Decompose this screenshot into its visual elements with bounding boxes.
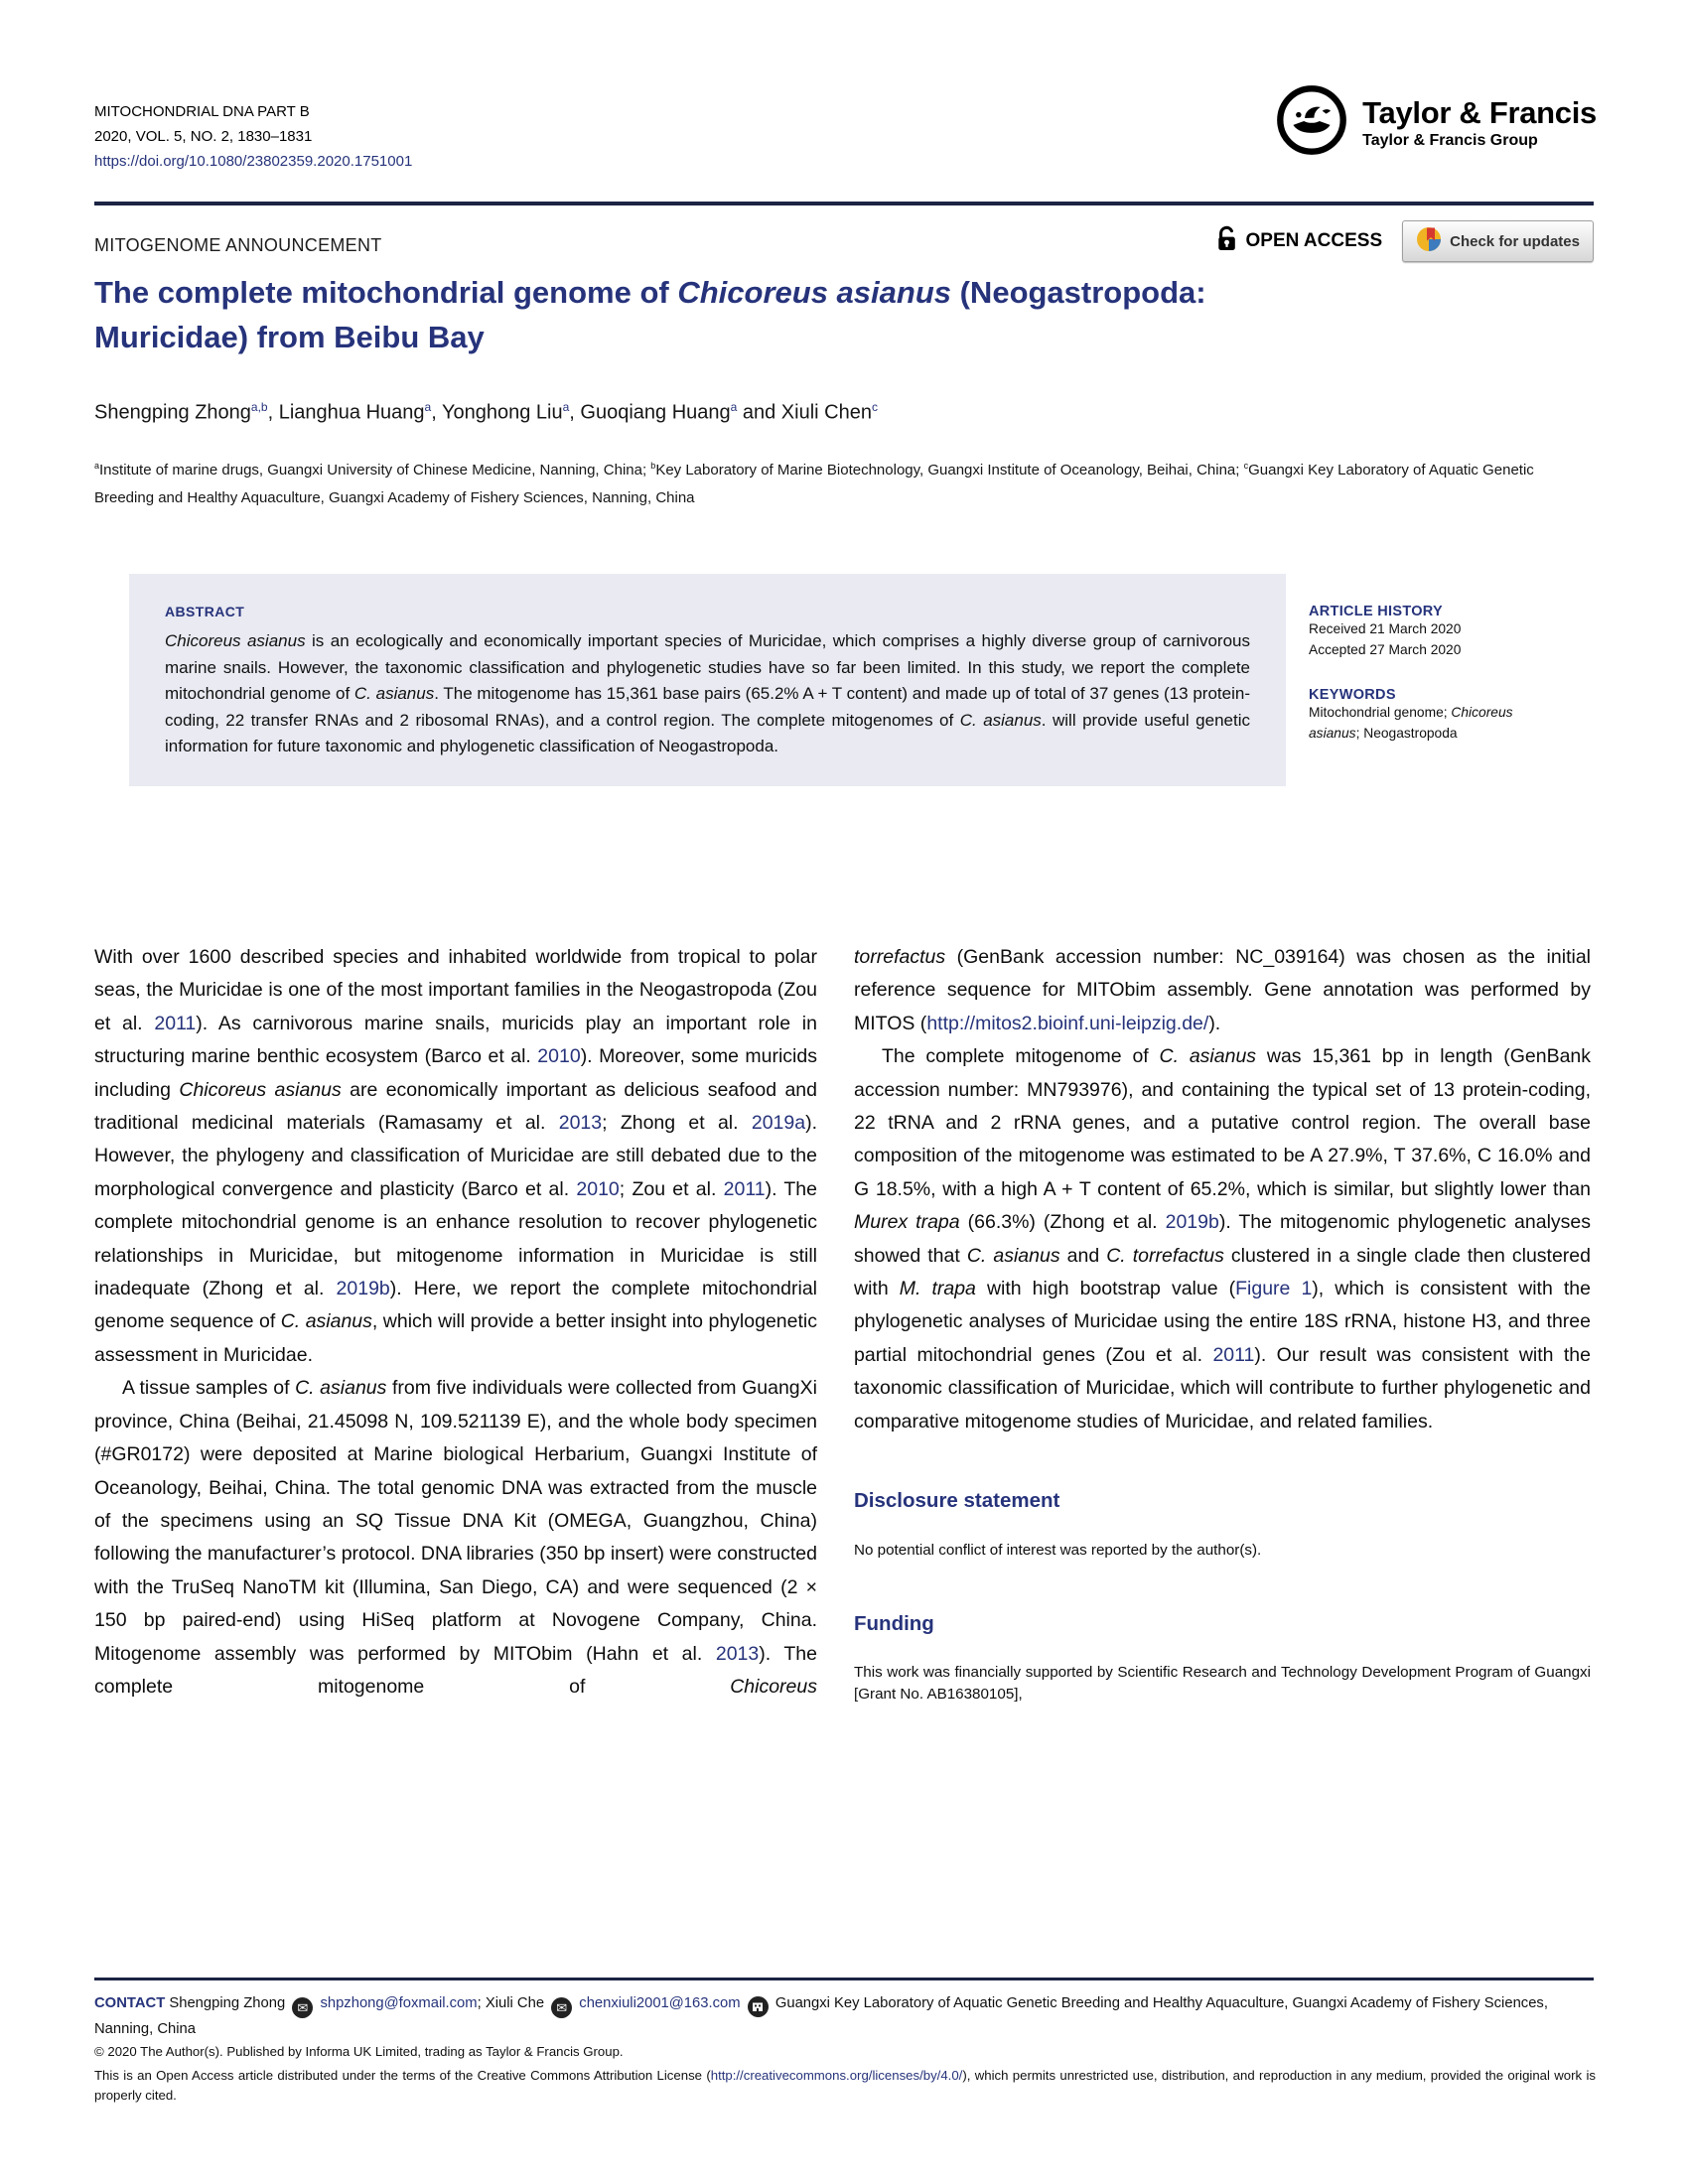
body-column-left bbox=[94, 941, 817, 1704]
text-segment: torrefactus bbox=[854, 946, 946, 968]
keywords-label: KEYWORDS bbox=[1309, 687, 1396, 703]
journal-name: MITOCHONDRIAL DNA PART B bbox=[94, 103, 310, 120]
authors-line bbox=[94, 400, 878, 425]
text-segment: c bbox=[1243, 461, 1249, 471]
contact-note bbox=[94, 1992, 1596, 2041]
text-segment: C. asianus bbox=[966, 1244, 1060, 1267]
header-divider bbox=[94, 202, 1594, 205]
taylor-francis-logo bbox=[1273, 81, 1597, 164]
text-segment: ). Here, we report the complete mitochondrial genome sequence of bbox=[94, 1278, 817, 1333]
text-segment: ). bbox=[1208, 1012, 1221, 1034]
inline-link[interactable]: 2019b bbox=[1165, 1211, 1219, 1234]
text-segment: C. asianus bbox=[1159, 1045, 1257, 1068]
journal-meta bbox=[94, 99, 412, 174]
inline-link[interactable]: 2010 bbox=[537, 1045, 581, 1068]
text-segment: ). The complete mitogenome of bbox=[94, 1642, 817, 1698]
text-segment: Guangxi Key Laboratory of Aquatic Genetic Breeding and Healthy Aquaculture, Guangxi Academy of Fishery Sciences, Nanning, China bbox=[94, 462, 1534, 506]
article-title bbox=[94, 270, 1256, 359]
text-segment: Mitochondrial genome; bbox=[1309, 705, 1452, 720]
affiliations bbox=[94, 452, 1584, 512]
text-segment: a bbox=[730, 400, 738, 414]
text-segment: ). The complete mitochondrial genome is an enhance resolution to recover phylogenetic relationships in Muricidae, but mitogenome information in Muricidae is still inadequate (Zhong et al. bbox=[94, 1177, 817, 1300]
text-segment: ). However, the phylogeny and classification of Muricidae are still debated due to the morphological convergence and plasticity (Barco et al. bbox=[94, 1112, 817, 1200]
text-segment: C. asianus bbox=[295, 1377, 387, 1400]
received-date: Received 21 March 2020 bbox=[1309, 621, 1462, 636]
inline-link[interactable]: 2013 bbox=[558, 1112, 603, 1135]
disclosure-heading: Disclosure statement bbox=[854, 1489, 1060, 1513]
text-segment: The complete mitochondrial genome of bbox=[94, 275, 678, 310]
inline-link[interactable]: 2019b bbox=[336, 1278, 390, 1300]
publisher-wordmark bbox=[1362, 95, 1597, 150]
article-history-panel bbox=[1309, 604, 1599, 744]
contact-address: Guangxi Key Laboratory of Aquatic Genetic Breeding and Healthy Aquaculture, Guangxi Academy of Fishery Sciences, Nanning, China bbox=[94, 1995, 1548, 2037]
contact-label: CONTACT bbox=[94, 1995, 166, 2011]
publisher-name: Taylor & Francis bbox=[1362, 95, 1597, 130]
paragraph-2 bbox=[94, 1372, 817, 1704]
copyright-line: © 2020 The Author(s). Published by Informa UK Limited, trading as Taylor & Francis Group. bbox=[94, 2044, 624, 2059]
text-segment: c bbox=[871, 400, 878, 414]
inline-link[interactable]: Figure 1 bbox=[1235, 1278, 1313, 1300]
text-segment: (GenBank accession number: NC_039164) was chosen as the initial reference sequence for MITObim assembly. Gene annotation was performed by MITOS ( bbox=[854, 946, 1591, 1034]
text-segment: Shengping Zhong bbox=[94, 401, 251, 424]
inline-link[interactable]: 2011 bbox=[154, 1012, 197, 1034]
paragraph-4 bbox=[854, 1040, 1591, 1438]
open-lock-icon bbox=[1216, 224, 1238, 259]
text-segment: a bbox=[94, 461, 100, 471]
text-segment: Chicoreus asianus bbox=[677, 275, 951, 310]
doi-link[interactable]: https://doi.org/10.1080/23802359.2020.1751001 bbox=[94, 153, 413, 170]
text-segment: clustered in a single clade then clustered with bbox=[854, 1244, 1591, 1300]
text-segment: Chicoreus asianus bbox=[165, 631, 306, 650]
text-segment: M. trapa bbox=[899, 1278, 976, 1300]
text-segment: Key Laboratory of Marine Biotechnology, Guangxi Institute of Oceanology, Beihai, China; bbox=[655, 462, 1244, 478]
text-segment: and Xiuli Chen bbox=[737, 401, 872, 424]
abstract-label: ABSTRACT bbox=[165, 604, 245, 619]
text-segment: was 15,361 bp in length (GenBank accession number: MN793976), and containing the typical set of 13 protein-coding, 22 tRNA and 2 rRNA genes, and a putative control region. The overall base composition of the mitogenome was estimated to be A 27.9%, T 37.6%, C 16.0% and G 18.5%, with a high A + T content of 65.2%, which is similar, but slightly lower than bbox=[854, 1045, 1592, 1200]
article-type-label: MITOGENOME ANNOUNCEMENT bbox=[94, 234, 382, 255]
inline-link[interactable]: http://mitos2.bioinf.uni-leipzig.de/ bbox=[926, 1012, 1209, 1034]
text-segment: a,b bbox=[250, 400, 268, 414]
text-segment: This is an Open Access article distributed under the terms of the Creative Commons Attribution License ( bbox=[94, 2068, 711, 2083]
inline-link[interactable]: http://creativecommons.org/licenses/by/4.0/ bbox=[710, 2068, 963, 2083]
text-segment: a bbox=[424, 400, 432, 414]
funding-text: This work was financially supported by Scientific Research and Technology Development Program of Guangxi [Grant No. AB16380105], bbox=[854, 1663, 1591, 1703]
text-segment: A tissue samples of bbox=[122, 1377, 296, 1400]
text-segment: from five individuals were collected from GuangXi province, China (Beihai, 21.45098 N, 109.521139 E), and the whole body specimen (#GR0172) were deposited at Marine biological Herbarium, Guangxi Institute of Oceanology, Beihai, China. The total genomic DNA was extracted from the muscle of the specimens using an SQ Tissue DNA Kit (OMEGA, Guangzhou, China) following the manufacturer’s protocol. DNA libraries (350 bp insert) were constructed with the TruSeq NanoTM kit (Illumina, San Diego, CA) and were sequenced (2 × 150 bp paired-end) using HiSeq platform at Novogene Company, China. Mitogenome assembly was performed by MITObim (Hahn et al. bbox=[94, 1377, 817, 1665]
check-for-updates-button[interactable] bbox=[1402, 220, 1594, 262]
contact-email-1[interactable]: shpzhong@foxmail.com bbox=[320, 1995, 478, 2011]
tf-ship-icon bbox=[1273, 81, 1350, 164]
text-segment: , Yonghong Liu bbox=[431, 401, 563, 424]
body-column-right bbox=[854, 941, 1591, 1706]
text-segment: Chicoreus asianus bbox=[179, 1078, 342, 1101]
article-type-row bbox=[94, 220, 1594, 262]
disclosure-text: No potential conflict of interest was reported by the author(s). bbox=[854, 1541, 1262, 1559]
contact-name-1: Shengping Zhong bbox=[169, 1995, 286, 2011]
text-segment: , Guoqiang Huang bbox=[569, 401, 731, 424]
badges-group bbox=[1216, 220, 1594, 262]
accepted-date: Accepted 27 March 2020 bbox=[1309, 641, 1462, 657]
text-segment: Chicoreus bbox=[730, 1675, 817, 1698]
text-segment: Murex trapa bbox=[854, 1211, 960, 1234]
text-segment: ). Moreover, some muricids including bbox=[94, 1045, 817, 1101]
text-segment: ; Zou et al. bbox=[619, 1177, 724, 1200]
text-segment: , which will provide a better insight into phylogenetic assessment in Muricidae. bbox=[94, 1310, 817, 1366]
paragraph-1 bbox=[94, 941, 817, 1372]
text-segment: With over 1600 described species and inhabited worldwide from tropical to polar seas, the Muricidae is one of the most important families in the Neogastropoda (Zou et al. bbox=[94, 946, 817, 1034]
crossmark-icon bbox=[1416, 226, 1442, 256]
text-segment: . will provide useful genetic information for future taxonomic and phylogenetic classification of Neogastropoda. bbox=[165, 710, 1250, 755]
text-segment: ). The mitogenomic phylogenetic analyses showed that bbox=[854, 1211, 1592, 1267]
text-segment: (Neogastropoda: Muricidae) from Beibu Bay bbox=[94, 275, 1206, 354]
inline-link[interactable]: 2013 bbox=[715, 1642, 760, 1665]
article-history-label: ARTICLE HISTORY bbox=[1309, 604, 1444, 619]
text-segment: The complete mitogenome of bbox=[882, 1045, 1160, 1068]
text-segment: and bbox=[1059, 1244, 1107, 1267]
inline-link[interactable]: 2011 bbox=[1212, 1343, 1255, 1366]
text-segment: Institute of marine drugs, Guangxi University of Chinese Medicine, Nanning, China; bbox=[99, 462, 651, 478]
text-segment: C. asianus bbox=[353, 684, 435, 703]
text-segment: ). Our result was consistent with the taxonomic classification of Muricidae, which will contribute to further phylogenetic and comparative mitogenome studies of Muricidae, and related families. bbox=[854, 1343, 1592, 1433]
text-segment: ), which permits unrestricted use, distribution, and reproduction in any medium, provided the original work is properly cited. bbox=[94, 2068, 1596, 2103]
journal-issue: 2020, VOL. 5, NO. 2, 1830–1831 bbox=[94, 128, 313, 145]
text-segment: ), which is consistent with the phylogenetic analyses of Muricidae using the entire 18S rRNA, histone H3, and three partial mitochondrial genes (Zou et al. bbox=[854, 1278, 1591, 1366]
contact-separator: ; bbox=[477, 1995, 486, 2011]
abstract-text bbox=[165, 628, 1250, 760]
keywords-text bbox=[1309, 703, 1542, 744]
contact-email-2[interactable]: chenxiuli2001@163.com bbox=[579, 1995, 741, 2011]
text-segment: ; Zhong et al. bbox=[602, 1112, 752, 1135]
check-updates-label: Check for updates bbox=[1450, 232, 1580, 250]
text-segment: Chicoreus asianus bbox=[1309, 705, 1513, 741]
inline-link[interactable]: 2010 bbox=[576, 1177, 620, 1200]
footer-divider bbox=[94, 1978, 1594, 1980]
building-icon bbox=[748, 1996, 769, 2017]
text-segment: are economically important as delicious seafood and traditional medicinal materials (Ramasamy et al. bbox=[94, 1078, 818, 1135]
envelope-icon: ✉ bbox=[292, 1997, 313, 2018]
text-segment: with high bootstrap value ( bbox=[975, 1278, 1236, 1300]
text-segment: C. asianus bbox=[959, 710, 1042, 730]
envelope-icon: ✉ bbox=[551, 1997, 572, 2018]
text-segment: . The mitogenome has 15,361 base pairs (65.2% A + T content) and made up of total of 37 genes (13 protein-coding, 22 transfer RNAs and 2 ribosomal RNAs), and a control region. The complete mitogenomes of bbox=[165, 684, 1250, 730]
inline-link[interactable]: 2011 bbox=[723, 1177, 766, 1200]
text-segment: C. asianus bbox=[280, 1310, 372, 1333]
open-access-badge bbox=[1216, 224, 1383, 259]
text-segment: a bbox=[562, 400, 570, 414]
license-line bbox=[94, 2066, 1596, 2106]
open-access-label: OPEN ACCESS bbox=[1245, 230, 1383, 251]
text-segment: , Lianghua Huang bbox=[267, 401, 425, 424]
text-segment: ; Neogastropoda bbox=[1355, 725, 1458, 741]
contact-name-2: Xiuli Che bbox=[485, 1995, 545, 2011]
inline-link[interactable]: 2019a bbox=[751, 1112, 806, 1135]
funding-heading: Funding bbox=[854, 1611, 934, 1635]
text-segment: ). As carnivorous marine snails, muricids play an important role in structuring marine benthic ecosystem (Barco et al. bbox=[94, 1012, 817, 1068]
text-segment: (66.3%) (Zhong et al. bbox=[959, 1211, 1166, 1234]
abstract-box bbox=[129, 574, 1286, 786]
text-segment: C. torrefactus bbox=[1106, 1244, 1224, 1267]
paragraph-3 bbox=[854, 941, 1591, 1040]
publisher-group: Taylor & Francis Group bbox=[1362, 132, 1538, 149]
text-segment: b bbox=[650, 461, 656, 471]
text-segment: is an ecologically and economically important species of Muricidae, which comprises a highly diverse group of carnivorous marine snails. However, the taxonomic classification and phylogenetic studies have so far been limited. In this study, we report the complete mitochondrial genome of bbox=[165, 631, 1250, 703]
